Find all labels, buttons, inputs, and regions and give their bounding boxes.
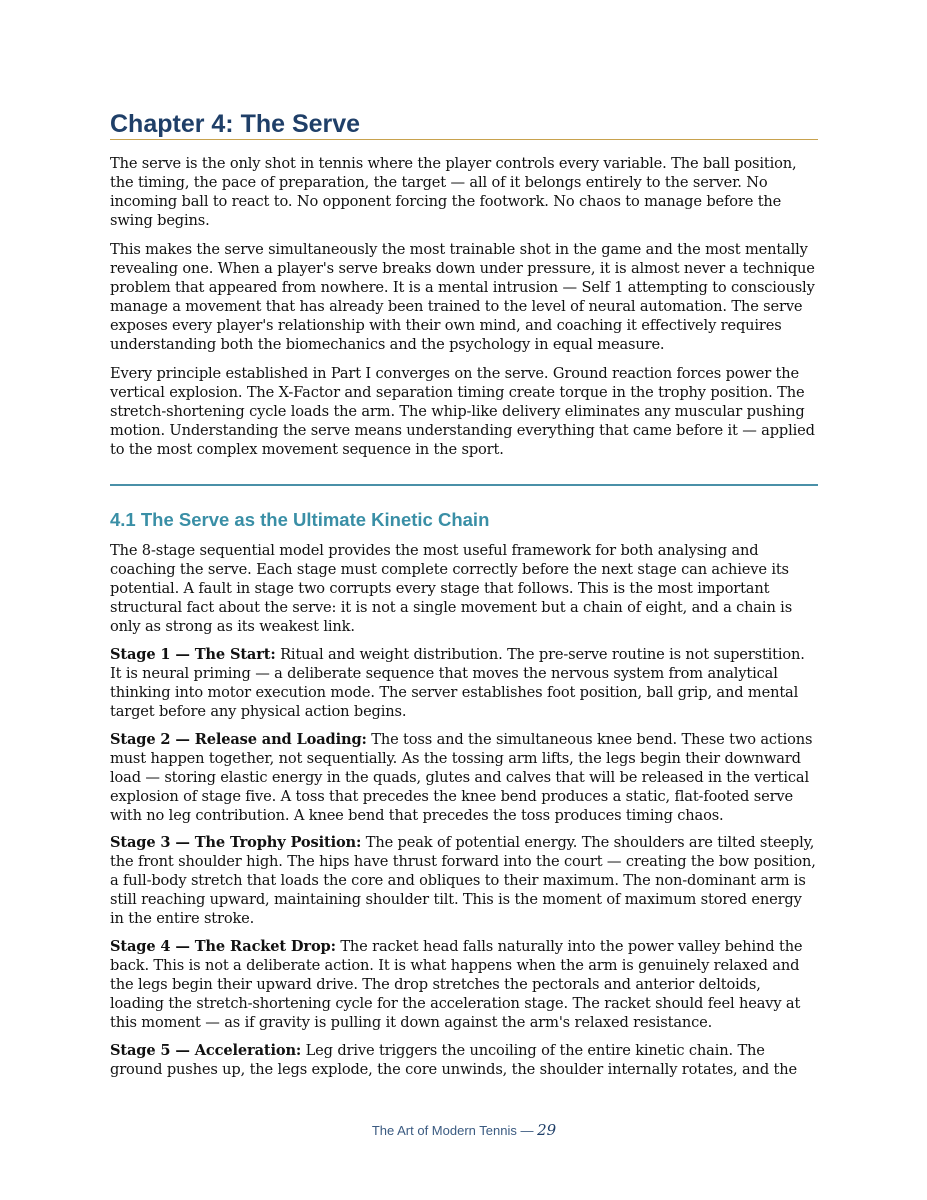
stage-title: Stage 2 — Release and Loading: [110, 731, 367, 748]
section-title: 4.1 The Serve as the Ultimate Kinetic Chain [110, 509, 490, 530]
stage-paragraph-2 [110, 730, 818, 825]
page-number: 29 [537, 1121, 557, 1139]
stage-paragraph-4 [110, 937, 818, 1032]
stage-title: Stage 4 — The Racket Drop: [110, 938, 336, 955]
stage-text: The peak of potential energy. The shoulders are tilted steeply, the front shoulder high. The hips have thrust forward into the court — creating the bow position, a full-body stretch that loads the core and obliques to their maximum. The non-dominant arm is still reaching upward, maintaining shoulder tilt. This is the moment of maximum stored energy in the entire stroke. [110, 834, 816, 927]
intro-paragraph-1: The serve is the only shot in tennis where the player controls every variable. The ball position, the timing, the pace of preparation, the target — all of it belongs entirely to the server. No incoming ball to react to. No opponent forcing the footwork. No chaos to manage before the swing begins. [110, 155, 797, 229]
page-footer [110, 1120, 818, 1141]
stage-title: Stage 5 — Acceleration: [110, 1042, 302, 1059]
section-divider [110, 484, 818, 486]
stage-text: Ritual and weight distribution. The pre-serve routine is not superstition. It is neural priming — a deliberate sequence that moves the nervous system from analytical thinking into motor execution mode. The server establishes foot position, ball grip, and mental target before any physical action begins. [110, 646, 805, 720]
stage-paragraph-3 [110, 833, 818, 928]
footer-book-title: The Art of Modern Tennis — [371, 1123, 538, 1138]
chapter-title: Chapter 4: The Serve [110, 108, 818, 140]
intro-paragraph-2: This makes the serve simultaneously the most trainable shot in the game and the most mentally revealing one. When a player's serve breaks down under pressure, it is almost never a technique problem that appeared from nowhere. It is a mental intrusion — Self 1 attempting to consciously manage a movement that has already been trained to the level of neural automation. The serve exposes every player's relationship with their own mind, and coaching it effectively requires understanding both the biomechanics and the psychology in equal measure. [110, 241, 815, 353]
stage-paragraph-1 [110, 645, 818, 721]
stage-title: Stage 3 — The Trophy Position: [110, 834, 362, 851]
section-intro-paragraph: The 8-stage sequential model provides the most useful framework for both analysing and coaching the serve. Each stage must complete correctly before the next stage can achieve its potential. A fault in stage two corrupts every stage that follows. This is the most important structural fact about the serve: it is not a single movement but a chain of eight, and a chain is only as strong as its weakest link. [110, 542, 793, 635]
intro-paragraph-3: Every principle established in Part I converges on the serve. Ground reaction forces power the vertical explosion. The X-Factor and separation timing create torque in the trophy position. The stretch-shortening cycle loads the arm. The whip-like delivery eliminates any muscular pushing motion. Understanding the serve means understanding everything that came before it — applied to the most complex movement sequence in the sport. [110, 365, 815, 458]
stage-text: Leg drive triggers the uncoiling of the entire kinetic chain. The ground pushes up, the legs explode, the core unwinds, the shoulder internally rotates, and the [110, 1042, 797, 1078]
stage-paragraph-5 [110, 1041, 818, 1079]
stage-title: Stage 1 — The Start: [110, 646, 276, 663]
document-page [110, 0, 818, 1200]
stage-text: The toss and the simultaneous knee bend. These two actions must happen together, not sequentially. As the tossing arm lifts, the legs begin their downward load — storing elastic energy in the quads, glutes and calves that will be released in the vertical explosion of stage five. A toss that precedes the knee bend produces a static, flat-footed serve with no leg contribution. A knee bend that precedes the toss produces timing chaos. [110, 731, 813, 824]
stage-text: The racket head falls naturally into the power valley behind the back. This is not a deliberate action. It is what happens when the arm is genuinely relaxed and the legs begin their upward drive. The drop stretches the pectorals and anterior deltoids, loading the stretch-shortening cycle for the acceleration stage. The racket should feel heavy at this moment — as if gravity is pulling it down against the arm's relaxed resistance. [110, 938, 803, 1031]
